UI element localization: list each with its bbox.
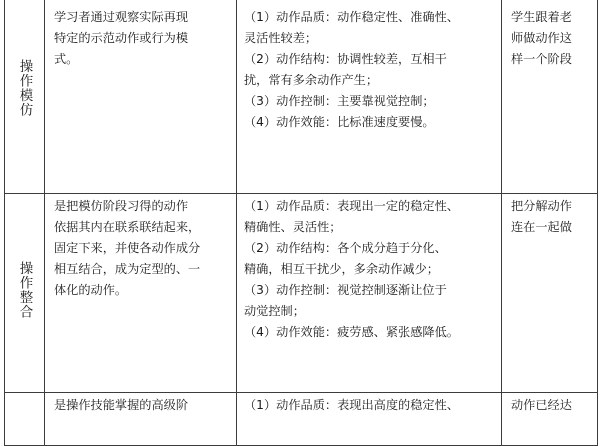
feature-line: （1）动作品质：表现出高度的稳定性、 — [244, 398, 459, 412]
stage-cell — [5, 0, 45, 194]
note-line: 样一个阶段 — [511, 52, 572, 66]
note-cell — [502, 393, 598, 446]
features-cell — [237, 393, 502, 446]
feature-line: （4）动作效能：疲劳感、紧张感降低。 — [244, 325, 459, 339]
stage-cell — [5, 194, 45, 393]
skill-stage-table — [4, 0, 598, 446]
definition-line: 是把模仿阶段习得的动作 — [54, 199, 189, 213]
note-line: 把分解动作 — [511, 199, 572, 213]
stage-cell — [5, 393, 45, 446]
feature-line: （2）动作结构：协调性较差，互相干 — [244, 52, 447, 66]
table-row — [5, 393, 598, 446]
feature-line: 动觉控制； — [244, 304, 305, 318]
definition-cell — [45, 194, 237, 393]
stage-label: 操作模仿 — [16, 58, 33, 117]
note-line: 动作已经达 — [511, 398, 572, 412]
feature-line: （2）动作结构：各个成分趋于分化、 — [244, 241, 447, 255]
feature-line: （1）动作品质：表现出一定的稳定性、 — [244, 199, 459, 213]
stage-label: 操作整合 — [16, 260, 33, 319]
note-line: 学生跟着老 — [511, 10, 572, 24]
feature-line: 扰，常有多余动作产生； — [244, 73, 379, 87]
definition-line: 是操作技能掌握的高级阶 — [54, 398, 189, 412]
definition-line: 特定的示范动作或行为模 — [54, 31, 189, 45]
table-row — [5, 0, 598, 194]
feature-line: （3）动作控制：主要靠视觉控制； — [244, 94, 435, 108]
note-cell — [502, 194, 598, 393]
definition-line: 依据其内在联系联结起来， — [54, 220, 201, 234]
definition-line: 学习者通过观察实际再现 — [54, 10, 189, 24]
feature-line: 精确性、灵活性； — [244, 220, 342, 234]
definition-cell — [45, 393, 237, 446]
definition-line: 体化的动作。 — [54, 283, 128, 297]
table-row — [5, 194, 598, 393]
features-cell — [237, 0, 502, 194]
definition-line: 固定下来，并使各动作成分 — [54, 241, 201, 255]
definition-cell — [45, 0, 237, 194]
note-line: 师做动作这 — [511, 31, 572, 45]
definition-line: 相互结合，成为定型的、一 — [54, 262, 201, 276]
note-cell — [502, 0, 598, 194]
feature-line: 灵活性较差； — [244, 31, 318, 45]
feature-line: （3）动作控制：视觉控制逐渐让位于 — [244, 283, 447, 297]
feature-line: （1）动作品质：动作稳定性、准确性、 — [244, 10, 459, 24]
feature-line: （4）动作效能：比标准速度要慢。 — [244, 115, 435, 129]
feature-line: 精确，相互干扰少，多余动作减少； — [244, 262, 439, 276]
features-cell — [237, 194, 502, 393]
definition-line: 式。 — [54, 52, 79, 66]
note-line: 连在一起做 — [511, 220, 572, 234]
